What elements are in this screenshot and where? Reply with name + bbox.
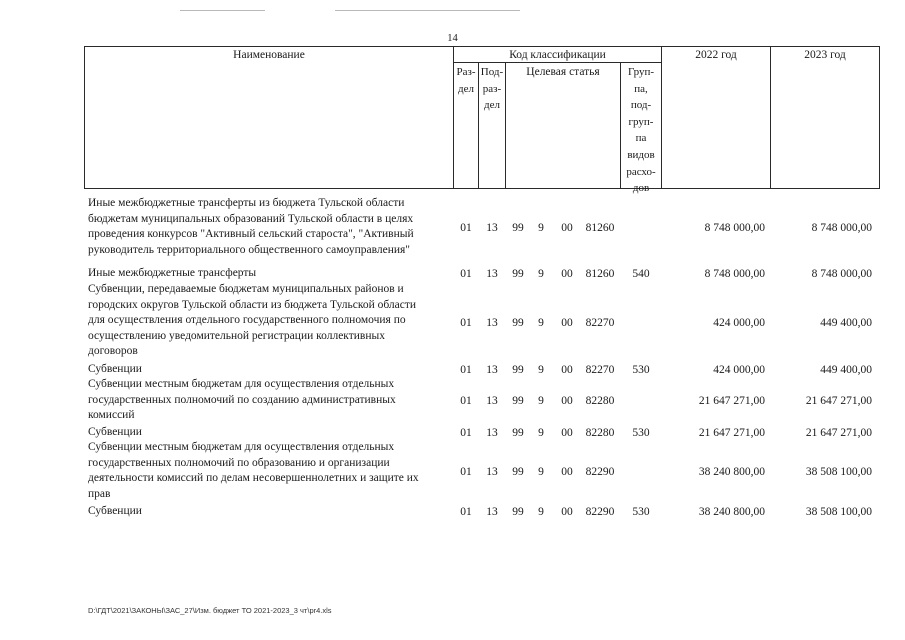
cell-amount-2022: 424 000,00 <box>713 317 765 329</box>
row-name: Субвенции <box>88 426 142 438</box>
row-name: Субвенции местным бюджетам для осуществления отдельных государственных полномочий по образованию и организации деятельности комиссий по делам несовершеннолетних и защите их прав <box>88 441 419 500</box>
cell-target-direction: 82280 <box>585 427 615 439</box>
cell-section: 01 <box>460 317 472 329</box>
cell-target-program: 99 <box>512 506 524 518</box>
cell-section: 01 <box>460 427 472 439</box>
cell-subsection: 13 <box>486 268 498 280</box>
cell-amount-2022: 38 240 800,00 <box>698 506 765 518</box>
cell-amount-2023: 449 400,00 <box>820 364 872 376</box>
cell-amount-2022: 21 647 271,00 <box>698 395 765 407</box>
row-name: Субвенции <box>88 363 142 375</box>
cell-target-main: 00 <box>561 506 573 518</box>
cell-target-main: 00 <box>561 222 573 234</box>
cell-section: 01 <box>460 395 472 407</box>
cell-target-main: 00 <box>561 317 573 329</box>
cell-subsection: 13 <box>486 506 498 518</box>
cell-subsection: 13 <box>486 364 498 376</box>
cell-target-sub: 9 <box>538 364 544 376</box>
cell-subsection: 13 <box>486 317 498 329</box>
cell-amount-2023: 21 647 271,00 <box>805 427 872 439</box>
cell-target-sub: 9 <box>538 427 544 439</box>
cell-amount-2023: 8 748 000,00 <box>811 268 872 280</box>
cell-target-sub: 9 <box>538 466 544 478</box>
footer-file-path: D:\ГДТ\2021\ЗАКОНЫ\ЗАС_27\Изм. бюджет ТО 2021-2023_3 чт\pr4.xls <box>88 606 332 615</box>
header-name: Наименование <box>233 49 305 61</box>
cell-amount-2023: 449 400,00 <box>820 317 872 329</box>
cell-target-main: 00 <box>561 395 573 407</box>
cell-subsection: 13 <box>486 222 498 234</box>
cell-target-program: 99 <box>512 268 524 280</box>
cell-amount-2023: 8 748 000,00 <box>811 222 872 234</box>
header-section: Раз- дел <box>456 66 476 95</box>
row-name: Субвенции <box>88 505 142 517</box>
cell-amount-2023: 38 508 100,00 <box>805 466 872 478</box>
cell-section: 01 <box>460 364 472 376</box>
cell-target-direction: 81260 <box>585 222 615 234</box>
cell-section: 01 <box>460 506 472 518</box>
cell-section: 01 <box>460 222 472 234</box>
header-target: Целевая статья <box>526 66 600 78</box>
cell-target-sub: 9 <box>538 268 544 280</box>
cell-target-program: 99 <box>512 317 524 329</box>
cell-amount-2023: 38 508 100,00 <box>805 506 872 518</box>
cell-subsection: 13 <box>486 466 498 478</box>
row-name: Иные межбюджетные трансферты из бюджета Тульской области бюджетам муниципальных образований Тульской области в целях проведения конкурсов "Активный сельский староста", "Активный руководитель территориального общественного самоуправления" <box>88 197 414 256</box>
header-code: Код классификации <box>509 49 606 61</box>
cell-group: 530 <box>632 506 650 518</box>
cell-target-sub: 9 <box>538 222 544 234</box>
header-group: Груп- па, под- груп- па видов расхо- дов <box>626 66 656 195</box>
cell-target-sub: 9 <box>538 506 544 518</box>
header-year-2023: 2023 год <box>804 49 846 61</box>
cell-target-program: 99 <box>512 466 524 478</box>
cell-amount-2023: 21 647 271,00 <box>805 395 872 407</box>
cell-section: 01 <box>460 268 472 280</box>
cell-amount-2022: 424 000,00 <box>713 364 765 376</box>
cell-amount-2022: 8 748 000,00 <box>704 268 765 280</box>
cell-target-direction: 82280 <box>585 395 615 407</box>
cell-group: 540 <box>632 268 650 280</box>
cell-section: 01 <box>460 466 472 478</box>
row-name: Субвенции, передаваемые бюджетам муниципальных районов и городских округов Тульской области из бюджета Тульской области для осуществления отдельного государственного полномочия по осуществлению уведомительной регистрации коллективных договоров <box>88 283 417 358</box>
cell-amount-2022: 8 748 000,00 <box>704 222 765 234</box>
cell-group: 530 <box>632 427 650 439</box>
page-number: 14 <box>447 33 458 44</box>
cell-target-direction: 82270 <box>585 317 615 329</box>
cell-target-program: 99 <box>512 395 524 407</box>
cell-amount-2022: 38 240 800,00 <box>698 466 765 478</box>
cell-target-program: 99 <box>512 222 524 234</box>
header-subsection: Под- раз- дел <box>480 66 504 112</box>
header-year-2022: 2022 год <box>695 49 737 61</box>
cell-target-direction: 82290 <box>585 466 615 478</box>
cell-target-main: 00 <box>561 466 573 478</box>
cell-amount-2022: 21 647 271,00 <box>698 427 765 439</box>
cell-target-sub: 9 <box>538 317 544 329</box>
cell-target-main: 00 <box>561 268 573 280</box>
row-name: Иные межбюджетные трансферты <box>88 267 257 279</box>
cell-target-program: 99 <box>512 364 524 376</box>
cell-subsection: 13 <box>486 395 498 407</box>
cell-target-main: 00 <box>561 427 573 439</box>
cell-subsection: 13 <box>486 427 498 439</box>
cell-target-main: 00 <box>561 364 573 376</box>
cell-target-sub: 9 <box>538 395 544 407</box>
cell-target-direction: 82290 <box>585 506 615 518</box>
cell-target-direction: 81260 <box>585 268 615 280</box>
cell-target-direction: 82270 <box>585 364 615 376</box>
cell-group: 530 <box>632 364 650 376</box>
row-name: Субвенции местным бюджетам для осуществления отдельных государственных полномочий по созданию административных комиссий <box>88 378 396 422</box>
cell-target-program: 99 <box>512 427 524 439</box>
